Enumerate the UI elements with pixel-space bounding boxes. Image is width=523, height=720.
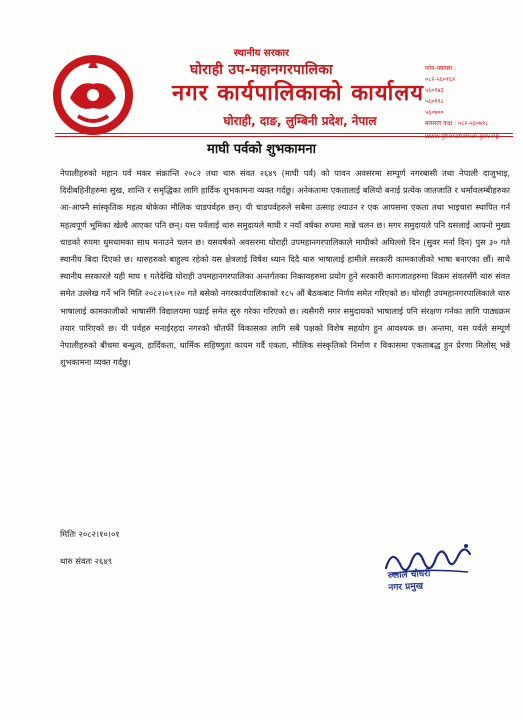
signatory-title: नगर प्रमुख <box>388 581 424 594</box>
header-divider <box>55 133 513 134</box>
contact-value: ५६०१९८ <box>425 98 444 105</box>
document-body <box>60 165 510 371</box>
govt-label: स्थानीय सरकार <box>233 48 290 59</box>
signatory-name: रुलाल चौधरी <box>387 569 431 582</box>
body-paragraph: नेपालीहरुको महान पर्व मकर संक्रान्ति २०८२ तथा थारु संवत २६४९ (माघी पर्व) को पावन अवसरमा सम्पूर्ण नगरबासी तथा नेपाली दाजुभाइ, दिदीबहिनीहरुमा सुख, शान्ति र समृद्धिका लागि हार्दिक शुभकामना व्यक्त गर्दछु। अनेकतामा एकतालाई बलियो बनाई प्रत्येक जातजाति र धर्मावलम्बीहरुका आ-आफ्नै सांस्कृतिक महत्व बोकेका मौलिक चाडपर्वहरु छन्। यी चाडपर्वहरुले सबैमा उत्साह ल्याउन र एक आपसमा एकता तथा भाइचारा स्थापित गर्न महत्वपूर्ण भूमिका खेल्दै आएका पनि छन्। यस पर्वलाई थारु समुदायले माघी र नयाँ वर्षका रुपमा मान्ने चलन छ। मगर समुदायले पनि यसलाई आफ्नो मुख्य चाडको रुपमा धुमधामका साथ मनाउने चलन छ। यसवर्षको अवसरमा घोराही उपमहानगरपालिकाले माघीको अघिल्लो दिन (सुवर मर्ना दिन) पुस ३० गते स्थानीय बिदा दिएको छ। थारुहरुको बाहुल्य रहेको यस क्षेत्रलाई विषेश ध्यान दिदै थारु भाषालाई हामीले सरकारी कामकाजीको भाषा बनाएका छौं। साथै स्थानीय सरकारले यही माघ १ गतेदेखि घोराही उपमहानगरपालिका अन्तर्गतका निकायहरुमा प्रयोग हुने सरकारी कागजातहरुमा विक्रम संवतसँगै थारु संवत समेत उल्लेख गर्ने भनि मिति २०८२।०९।२० गते बसेको नगरकार्यपालिकाको १८५ औं बैठकबाट निर्णय समेत गरिएको छ। घोराही उपमहानगरपालिकाले थारु भाषालाई कामकाजीको भाषासँगै विद्यालयमा पढाई समेत सुरु गरेका गरिएको छ। त्यसैगरी मगर समुदायको भाषालाई पनि संरक्षण गर्नका लागि पाठ्यक्रम तयार पारिएको छ। यी पर्वहरु मनाईरहदा नगरको चौतर्फी विकासका लागि सबै पक्षको विशेष सहयोग हुन आवश्यक छ। अन्तमा, यस पर्वले सम्पूर्ण नेपालीहरुको बीचमा बन्धुत्व, हार्दिकता, धार्मिक सहिष्णुता कायम गर्दै एकता, मौलिक संस्कृतिको निर्माण र विकासमा एकताबद्ध हुन प्रेरणा मिलोस् भन्ने शुभकामना व्यक्त गर्दछु। <box>60 168 510 368</box>
contact-row <box>425 107 517 118</box>
document-date: मितिः २०८२।१०।०१ <box>60 529 120 539</box>
header-divider-thin <box>55 136 513 137</box>
contact-value: ०८२-५६०७१८ <box>458 120 489 127</box>
office-address: घोराही, दाङ, लुम्बिनी प्रदेश, नेपाल <box>223 114 377 128</box>
contact-row <box>425 63 517 74</box>
office-name: नगर कार्यपालिकाको कार्यालय <box>172 81 424 106</box>
document-title: माघी पर्वको शुभकामना <box>207 142 316 157</box>
contact-value: ०८२-५६०१६२ <box>425 76 456 83</box>
contact-value: ५६०१४३ <box>425 87 444 94</box>
municipality-name: घोराही उप-महानगरपालिका <box>189 62 333 78</box>
contact-row <box>425 85 517 96</box>
contact-block <box>425 63 517 142</box>
contact-row <box>425 118 517 129</box>
contact-value: ५६०७०० <box>425 109 444 116</box>
contact-row <box>425 96 517 107</box>
contact-label: बासस्ता कक्ष : <box>425 120 457 127</box>
tharu-year: थारु संवतः २६४९ <box>60 556 113 566</box>
signature-stamp <box>387 566 476 595</box>
contact-row <box>425 74 517 85</box>
contact-label: फोन-फ्याक्स : <box>425 65 457 72</box>
